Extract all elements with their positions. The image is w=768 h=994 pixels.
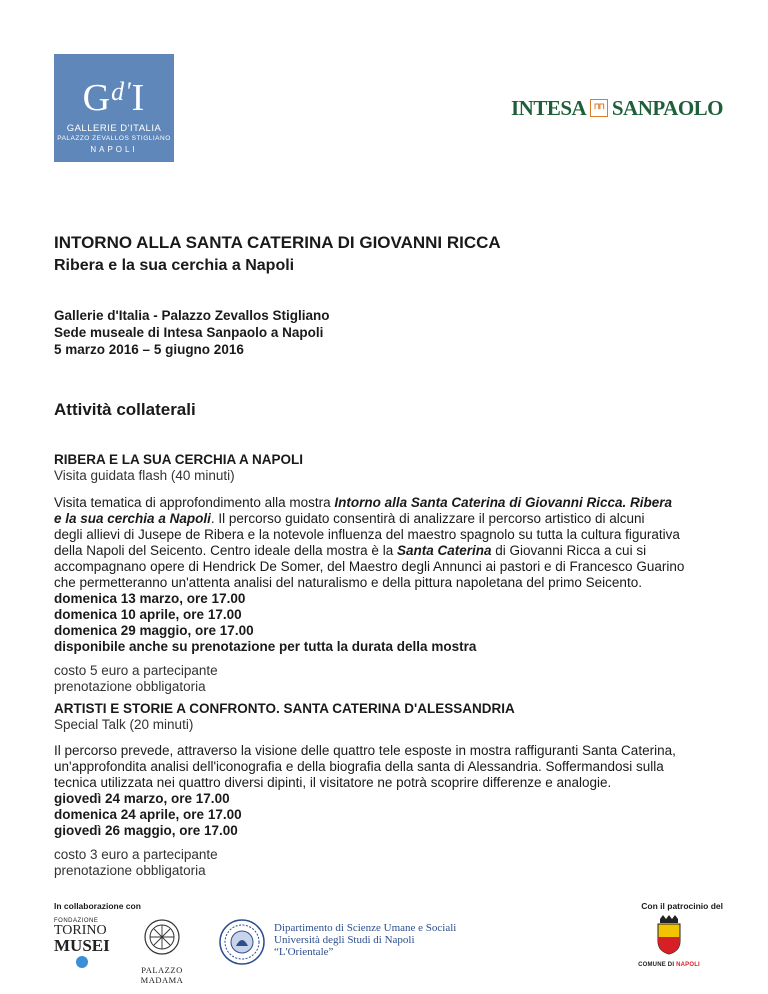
comune-di-napoli-logo: COMUNE DI NAPOLI — [638, 915, 700, 968]
intesa-sanpaolo-logo — [511, 94, 723, 122]
exhibition-title-emphasis: Intorno alla Santa Caterina di Giovanni Ricca. Ribera — [334, 495, 672, 510]
exhibition-dates: 5 marzo 2016 – 5 giugno 2016 — [54, 342, 244, 357]
event-2-description-line: un'approfondita analisi dell'iconografia e della biografia della santa di Alessandria. Soffermandosi sulla — [54, 759, 664, 774]
fondazione-torino-musei-logo: FONDAZIONE TORINO MUSEI — [54, 918, 114, 968]
event-1-reservation: prenotazione obbligatoria — [54, 679, 206, 694]
event-1-date: domenica 29 maggio, ore 17.00 — [54, 623, 254, 638]
collaboration-label: In collaborazione con — [54, 901, 141, 911]
sanpaolo-word: SANPAOLO — [611, 95, 723, 120]
event-1-title: RIBERA E LA SUA CERCHIA A NAPOLI — [54, 452, 304, 467]
palazzo-madama-logo: PALAZZO MADAMA — [122, 918, 202, 985]
event-2-date: giovedì 26 maggio, ore 17.00 — [54, 823, 238, 838]
event-1-description-line: accompagnano opere di Hendrick De Somer, del Maestro degli Annunci ai pastori e di Francesco Guarino — [54, 559, 685, 574]
event-2-subtitle: Special Talk (20 minuti) — [54, 717, 194, 732]
event-2-cost: costo 3 euro a partecipante — [54, 847, 218, 862]
event-1-cost: costo 5 euro a partecipante — [54, 663, 218, 678]
event-2-date: giovedì 24 marzo, ore 17.00 — [54, 791, 230, 806]
event-1-description-line: che permetteranno un'attenta analisi del naturalismo e della pittura napoletana del primo Seicento. — [54, 575, 642, 590]
page-title: INTORNO ALLA SANTA CATERINA DI GIOVANNI RICCA — [54, 233, 501, 252]
event-1-description-line: degli allievi di Jusepe de Ribera e la notevole influenza del maestro spagnolo su tutta la cultura figurativa — [54, 527, 680, 542]
venue-description: Sede museale di Intesa Sanpaolo a Napoli — [54, 325, 324, 340]
event-2-description-line: tecnica utilizzata nei quattro diversi dipinti, il visitatore ne potrà scoprire differenze e analogie. — [54, 775, 612, 790]
event-1-description-line: Visita tematica di approfondimento alla mostra Intorno alla Santa Caterina di Giovanni Ricca. Ribera — [54, 495, 672, 510]
ftm-dot-icon — [76, 956, 88, 968]
event-1-subtitle: Visita guidata flash (40 minuti) — [54, 468, 235, 483]
napoli-crest-icon — [652, 915, 686, 955]
exhibition-title-emphasis: e la sua cerchia a Napoli — [54, 511, 211, 526]
event-1-date: domenica 13 marzo, ore 17.00 — [54, 591, 246, 606]
intesa-sanpaolo-mark-icon: ⊓⊓ — [590, 99, 608, 117]
intesa-word: INTESA — [511, 95, 587, 120]
artwork-title-emphasis: Santa Caterina — [396, 543, 492, 558]
section-title: Attività collaterali — [54, 400, 196, 419]
university-department-logo-text: Dipartimento di Scienze Umane e Sociali Università degli Studi di Napoli “L'Orientale” — [274, 922, 457, 958]
gdi-logo-palazzo: PALAZZO ZEVALLOS STIGLIANO — [57, 135, 171, 142]
gallerie-ditalia-logo — [54, 54, 174, 162]
gdi-logo-name: GALLERIE D'ITALIA — [66, 123, 162, 134]
event-2-reservation: prenotazione obbligatoria — [54, 863, 206, 878]
event-1-description-line: e la sua cerchia a Napoli. Il percorso guidato consentirà di analizzare il percorso artistico di alcuni — [54, 511, 645, 526]
gdi-logo-city: NAPOLI — [90, 145, 138, 154]
university-seal-icon — [218, 918, 266, 966]
event-2-date: domenica 24 aprile, ore 17.00 — [54, 807, 242, 822]
page-subtitle: Ribera e la sua cerchia a Napoli — [54, 257, 295, 274]
event-1-date: domenica 10 aprile, ore 17.00 — [54, 607, 242, 622]
event-2-description-line: Il percorso prevede, attraverso la visione delle quattro tele esposte in mostra raffiguranti Santa Caterina, — [54, 743, 676, 758]
palazzo-madama-emblem-icon — [142, 918, 182, 956]
event-1-availability: disponibile anche su prenotazione per tutta la durata della mostra — [54, 639, 477, 654]
venue-name: Gallerie d'Italia - Palazzo Zevallos Stigliano — [54, 308, 330, 323]
event-2-title: ARTISTI E STORIE A CONFRONTO. SANTA CATERINA D'ALESSANDRIA — [54, 701, 515, 716]
event-1-description-line: della Napoli del Seicento. Centro ideale della mostra è la Santa Caterina di Giovanni Ricca a cui si — [54, 543, 647, 558]
gdi-monogram: $G^{d'}I$ — [82, 77, 146, 119]
patronage-label: Con il patrocinio del — [641, 901, 723, 911]
